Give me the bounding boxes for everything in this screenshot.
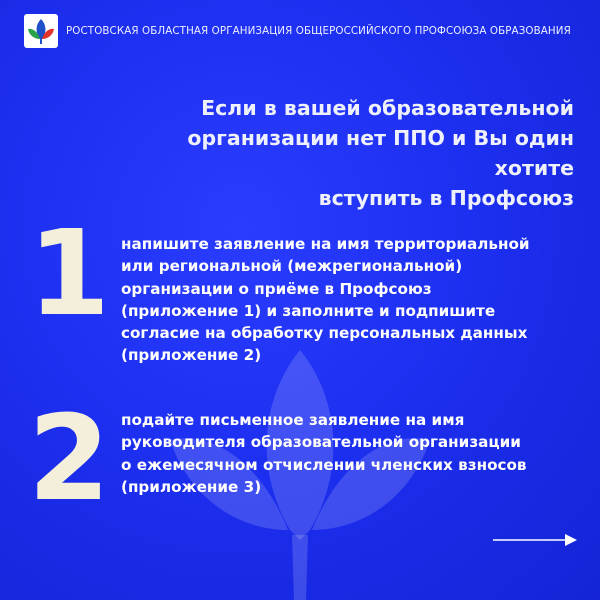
step-1-text [121,233,581,367]
step-line: (приложение 2) [121,346,262,365]
step-line: о ежемесячном отчислении членских взносов [121,455,527,474]
step-line: (приложение 1) и заполните и подпишите [121,301,496,320]
header [24,14,571,48]
title-line: Если в вашей образовательной [201,96,574,120]
step-line: (приложение 3) [121,477,262,496]
arrow-right-icon[interactable] [493,532,578,548]
organization-name: РОСТОВСКАЯ ОБЛАСТНАЯ ОРГАНИЗАЦИЯ ОБЩЕРОССИЙСКОГО ПРОФСОЮЗА ОБРАЗОВАНИЯ [66,25,571,37]
step-line: напишите заявление на имя территориальной [121,235,530,253]
step-line: согласие на обработку персональных данных [121,324,528,343]
page-title [144,93,574,213]
title-line: вступить в Профсоюз [318,186,574,210]
step-line: руководителя образовательной организации [121,433,521,452]
union-logo-icon [24,14,58,48]
step-line: или региональной (межрегиональной) [121,257,463,276]
title-line: организации нет ППО и Вы один хотите [187,126,574,180]
step-line: подайте письменное заявление на имя [121,411,465,429]
step-2-text [121,409,581,498]
step-line: организации о приёме в Профсоюз [121,279,432,298]
step-number-2: 2 [28,389,111,527]
step-number-1: 1 [28,204,111,342]
